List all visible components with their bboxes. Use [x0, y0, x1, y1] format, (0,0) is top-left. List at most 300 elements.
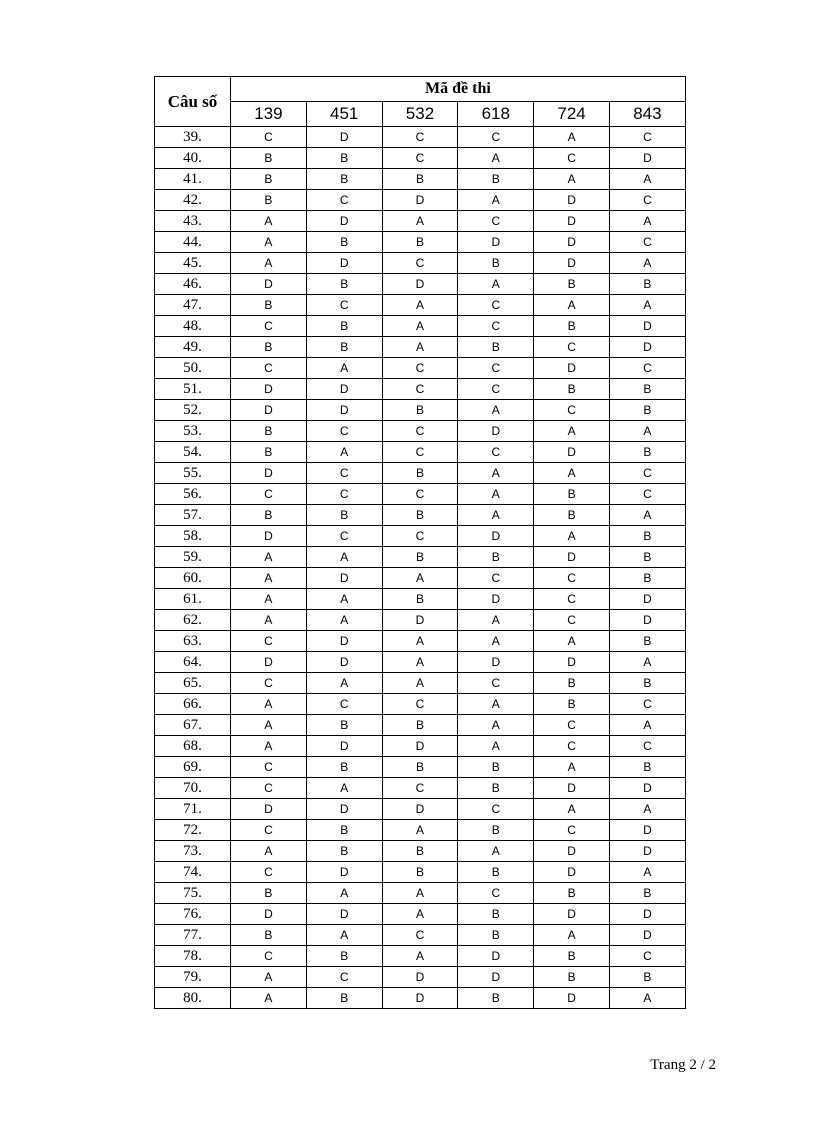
table-row	[155, 547, 686, 568]
answer-cell: C	[609, 946, 685, 967]
answer-cell: D	[306, 211, 382, 232]
exam-code-3: 532	[382, 102, 458, 127]
answer-cell: C	[609, 694, 685, 715]
answer-cell: B	[609, 274, 685, 295]
answer-cell: A	[231, 967, 307, 988]
answer-cell: B	[306, 841, 382, 862]
answer-cell: D	[306, 400, 382, 421]
answer-cell: C	[458, 442, 534, 463]
answer-cell: A	[609, 211, 685, 232]
answer-cell: A	[382, 316, 458, 337]
answer-cell: B	[458, 169, 534, 190]
answer-cell: B	[609, 379, 685, 400]
table-row	[155, 232, 686, 253]
question-number: 41.	[155, 169, 231, 190]
answer-cell: C	[609, 190, 685, 211]
answer-cell: C	[382, 358, 458, 379]
answer-cell: A	[534, 421, 610, 442]
answer-cell: D	[534, 652, 610, 673]
question-number: 54.	[155, 442, 231, 463]
answer-cell: B	[382, 862, 458, 883]
table-row	[155, 757, 686, 778]
table-row	[155, 736, 686, 757]
table-row	[155, 211, 686, 232]
answer-cell: A	[382, 883, 458, 904]
answer-cell: D	[306, 862, 382, 883]
answer-cell: B	[534, 883, 610, 904]
table-row	[155, 862, 686, 883]
answer-cell: B	[231, 148, 307, 169]
answer-cell: D	[609, 904, 685, 925]
question-number: 61.	[155, 589, 231, 610]
answer-cell: B	[609, 526, 685, 547]
answer-cell: B	[231, 505, 307, 526]
answer-cell: D	[534, 904, 610, 925]
answer-cell: A	[458, 736, 534, 757]
answer-cell: B	[306, 316, 382, 337]
answer-cell: B	[609, 442, 685, 463]
answer-cell: C	[609, 463, 685, 484]
answer-cell: D	[382, 274, 458, 295]
answer-cell: A	[231, 568, 307, 589]
question-number: 74.	[155, 862, 231, 883]
answer-cell: B	[534, 505, 610, 526]
answer-cell: B	[458, 925, 534, 946]
question-number: 65.	[155, 673, 231, 694]
answer-cell: C	[231, 862, 307, 883]
answer-cell: B	[534, 673, 610, 694]
table-row	[155, 484, 686, 505]
answer-cell: B	[382, 589, 458, 610]
answer-cell: B	[382, 232, 458, 253]
table-row	[155, 190, 686, 211]
answer-cell: D	[609, 316, 685, 337]
answer-cell: B	[609, 547, 685, 568]
answer-cell: B	[306, 337, 382, 358]
table-row	[155, 925, 686, 946]
answer-cell: C	[231, 127, 307, 148]
question-number: 42.	[155, 190, 231, 211]
table-row	[155, 379, 686, 400]
answer-cell: B	[306, 274, 382, 295]
answer-cell: A	[534, 757, 610, 778]
table-row	[155, 505, 686, 526]
exam-code-5: 724	[534, 102, 610, 127]
answer-cell: D	[609, 610, 685, 631]
answer-cell: B	[306, 946, 382, 967]
question-number: 76.	[155, 904, 231, 925]
answer-cell: A	[609, 505, 685, 526]
answer-cell: D	[231, 652, 307, 673]
answer-cell: A	[609, 715, 685, 736]
answer-cell: B	[231, 295, 307, 316]
answer-cell: C	[609, 127, 685, 148]
answer-cell: A	[382, 673, 458, 694]
question-number: 78.	[155, 946, 231, 967]
answer-cell: B	[306, 715, 382, 736]
answer-cell: D	[534, 862, 610, 883]
question-number: 49.	[155, 337, 231, 358]
answer-cell: A	[609, 295, 685, 316]
answer-cell: D	[306, 127, 382, 148]
answer-cell: A	[458, 841, 534, 862]
table-row	[155, 967, 686, 988]
question-number: 57.	[155, 505, 231, 526]
answer-cell: D	[609, 925, 685, 946]
question-number: 68.	[155, 736, 231, 757]
table-row	[155, 253, 686, 274]
question-number: 53.	[155, 421, 231, 442]
answer-cell: D	[534, 988, 610, 1009]
answer-cell: A	[382, 631, 458, 652]
answer-cell: B	[609, 757, 685, 778]
answer-cell: A	[231, 211, 307, 232]
answer-cell: A	[458, 148, 534, 169]
answer-cell: D	[609, 589, 685, 610]
answer-cell: D	[458, 232, 534, 253]
question-number: 44.	[155, 232, 231, 253]
table-row	[155, 799, 686, 820]
answer-cell: B	[306, 820, 382, 841]
answer-cell: A	[534, 463, 610, 484]
answer-cell: D	[231, 799, 307, 820]
answer-cell: D	[231, 400, 307, 421]
question-number: 73.	[155, 841, 231, 862]
answer-cell: C	[306, 526, 382, 547]
answer-cell: A	[231, 610, 307, 631]
answer-cell: C	[306, 694, 382, 715]
answer-cell: B	[458, 778, 534, 799]
table-row	[155, 442, 686, 463]
answer-cell: D	[306, 736, 382, 757]
answer-cell: C	[458, 316, 534, 337]
answer-cell: D	[458, 589, 534, 610]
answer-cell: C	[458, 127, 534, 148]
answer-cell: C	[306, 463, 382, 484]
answer-cell: B	[306, 505, 382, 526]
answer-cell: B	[534, 946, 610, 967]
answer-cell: D	[609, 841, 685, 862]
answer-cell: C	[534, 610, 610, 631]
answer-cell: B	[609, 400, 685, 421]
question-number: 67.	[155, 715, 231, 736]
exam-code-6: 843	[609, 102, 685, 127]
answer-cell: C	[306, 484, 382, 505]
table-row	[155, 988, 686, 1009]
answer-cell: A	[458, 631, 534, 652]
answer-cell: C	[231, 946, 307, 967]
table-row	[155, 673, 686, 694]
question-number-header: Câu số	[155, 77, 231, 127]
answer-cell: C	[609, 736, 685, 757]
question-number: 46.	[155, 274, 231, 295]
answer-cell: A	[534, 631, 610, 652]
exam-code-2: 451	[306, 102, 382, 127]
answer-cell: A	[231, 736, 307, 757]
table-row	[155, 631, 686, 652]
answer-cell: B	[382, 757, 458, 778]
answer-cell: C	[382, 442, 458, 463]
answer-cell: B	[458, 988, 534, 1009]
answer-cell: A	[231, 253, 307, 274]
answer-cell: A	[534, 127, 610, 148]
answer-cell: A	[382, 337, 458, 358]
answer-cell: A	[382, 295, 458, 316]
page-number: Trang 2 / 2	[650, 1057, 716, 1073]
question-number: 75.	[155, 883, 231, 904]
answer-cell: D	[306, 904, 382, 925]
answer-cell: D	[306, 253, 382, 274]
answer-cell: D	[458, 526, 534, 547]
table-row	[155, 526, 686, 547]
answer-cell: D	[382, 190, 458, 211]
answer-cell: D	[306, 799, 382, 820]
answer-cell: A	[609, 169, 685, 190]
question-number: 71.	[155, 799, 231, 820]
answer-cell: B	[534, 274, 610, 295]
answer-cell: C	[534, 148, 610, 169]
table-row	[155, 316, 686, 337]
answer-cell: B	[231, 442, 307, 463]
answer-cell: A	[382, 820, 458, 841]
answer-cell: A	[231, 694, 307, 715]
exam-code-1: 139	[231, 102, 307, 127]
answer-cell: C	[458, 673, 534, 694]
answer-cell: B	[306, 232, 382, 253]
answer-cell: D	[306, 631, 382, 652]
answer-cell: B	[458, 862, 534, 883]
answer-cell: A	[306, 925, 382, 946]
question-number: 69.	[155, 757, 231, 778]
question-number: 47.	[155, 295, 231, 316]
question-number: 52.	[155, 400, 231, 421]
answer-cell: B	[534, 694, 610, 715]
table-row	[155, 127, 686, 148]
answer-cell: A	[382, 568, 458, 589]
answer-cell: B	[306, 169, 382, 190]
answer-cell: D	[534, 232, 610, 253]
answer-cell: B	[458, 253, 534, 274]
answer-cell: A	[534, 799, 610, 820]
answer-cell: A	[231, 715, 307, 736]
answer-cell: D	[382, 736, 458, 757]
answer-cell: D	[534, 211, 610, 232]
answer-cell: A	[609, 988, 685, 1009]
table-row	[155, 652, 686, 673]
table-row	[155, 295, 686, 316]
answer-cell: D	[231, 904, 307, 925]
answer-cell: A	[231, 988, 307, 1009]
question-number: 70.	[155, 778, 231, 799]
answer-cell: A	[306, 673, 382, 694]
table-row	[155, 715, 686, 736]
table-row	[155, 337, 686, 358]
answer-cell: A	[231, 547, 307, 568]
answer-cell: C	[458, 295, 534, 316]
answer-cell: C	[458, 799, 534, 820]
question-number: 80.	[155, 988, 231, 1009]
answer-cell: C	[382, 379, 458, 400]
table-row	[155, 463, 686, 484]
question-number: 45.	[155, 253, 231, 274]
answer-cell: B	[609, 883, 685, 904]
question-number: 55.	[155, 463, 231, 484]
answer-key-table	[154, 76, 686, 1009]
table-row	[155, 169, 686, 190]
answer-cell: B	[382, 400, 458, 421]
answer-cell: D	[458, 946, 534, 967]
table-row	[155, 400, 686, 421]
answer-cell: B	[382, 463, 458, 484]
answer-cell: B	[382, 547, 458, 568]
answer-cell: C	[534, 589, 610, 610]
table-row	[155, 694, 686, 715]
answer-cell: D	[534, 547, 610, 568]
table-row	[155, 946, 686, 967]
answer-cell: C	[609, 358, 685, 379]
answer-cell: A	[609, 862, 685, 883]
question-number: 40.	[155, 148, 231, 169]
answer-cell: B	[306, 148, 382, 169]
answer-cell: B	[231, 883, 307, 904]
answer-cell: C	[231, 484, 307, 505]
answer-cell: C	[458, 211, 534, 232]
answer-cell: B	[609, 967, 685, 988]
answer-cell: A	[609, 421, 685, 442]
answer-cell: B	[534, 967, 610, 988]
exam-code-4: 618	[458, 102, 534, 127]
answer-cell: B	[534, 316, 610, 337]
answer-cell: A	[609, 652, 685, 673]
answer-cell: C	[382, 778, 458, 799]
answer-cell: C	[231, 673, 307, 694]
answer-cell: C	[382, 421, 458, 442]
answer-cell: C	[382, 127, 458, 148]
answer-cell: D	[534, 841, 610, 862]
answer-cell: A	[609, 253, 685, 274]
answer-cell: C	[382, 253, 458, 274]
answer-cell: B	[382, 505, 458, 526]
answer-cell: B	[458, 904, 534, 925]
answer-cell: A	[534, 169, 610, 190]
answer-cell: D	[231, 463, 307, 484]
header-row-top	[155, 77, 686, 102]
answer-cell: A	[231, 232, 307, 253]
answer-cell: D	[306, 652, 382, 673]
answer-cell: D	[609, 820, 685, 841]
answer-cell: B	[609, 631, 685, 652]
answer-cell: D	[458, 421, 534, 442]
answer-cell: B	[231, 337, 307, 358]
answer-cell: C	[231, 316, 307, 337]
answer-cell: A	[306, 883, 382, 904]
answer-cell: D	[306, 379, 382, 400]
answer-cell: B	[382, 169, 458, 190]
answer-cell: B	[382, 715, 458, 736]
answer-cell: B	[231, 421, 307, 442]
answer-cell: C	[609, 232, 685, 253]
answer-cell: B	[458, 337, 534, 358]
answer-cell: C	[534, 568, 610, 589]
answer-cell: A	[306, 778, 382, 799]
question-number: 77.	[155, 925, 231, 946]
answer-cell: C	[231, 358, 307, 379]
question-number: 58.	[155, 526, 231, 547]
answer-cell: D	[534, 778, 610, 799]
answer-cell: C	[306, 967, 382, 988]
question-number: 48.	[155, 316, 231, 337]
answer-cell: C	[534, 400, 610, 421]
answer-rows	[155, 127, 686, 1009]
answer-cell: A	[534, 925, 610, 946]
answer-cell: A	[306, 547, 382, 568]
answer-cell: A	[458, 400, 534, 421]
answer-cell: C	[534, 715, 610, 736]
answer-cell: C	[458, 883, 534, 904]
answer-cell: C	[382, 148, 458, 169]
answer-cell: C	[231, 820, 307, 841]
answer-cell: D	[534, 442, 610, 463]
answer-cell: D	[458, 652, 534, 673]
answer-cell: A	[382, 946, 458, 967]
answer-cell: A	[458, 505, 534, 526]
question-number: 66.	[155, 694, 231, 715]
answer-cell: C	[382, 526, 458, 547]
table-row	[155, 820, 686, 841]
answer-cell: C	[306, 421, 382, 442]
answer-cell: A	[458, 715, 534, 736]
answer-cell: A	[306, 358, 382, 379]
exam-codes-row	[155, 102, 686, 127]
answer-cell: B	[534, 484, 610, 505]
question-number: 59.	[155, 547, 231, 568]
answer-cell: A	[458, 484, 534, 505]
table-row	[155, 589, 686, 610]
question-number: 62.	[155, 610, 231, 631]
question-number: 43.	[155, 211, 231, 232]
table-row	[155, 610, 686, 631]
answer-cell: D	[609, 148, 685, 169]
table-row	[155, 274, 686, 295]
answer-cell: C	[306, 190, 382, 211]
answer-cell: A	[231, 841, 307, 862]
answer-cell: C	[306, 295, 382, 316]
answer-cell: B	[382, 841, 458, 862]
answer-cell: B	[306, 757, 382, 778]
table-row	[155, 421, 686, 442]
answer-cell: D	[534, 253, 610, 274]
table-row	[155, 148, 686, 169]
answer-cell: C	[458, 358, 534, 379]
answer-cell: A	[306, 442, 382, 463]
answer-cell: D	[231, 274, 307, 295]
answer-cell: D	[231, 526, 307, 547]
answer-cell: B	[458, 547, 534, 568]
table-row	[155, 883, 686, 904]
answer-cell: D	[534, 358, 610, 379]
answer-cell: A	[458, 694, 534, 715]
answer-cell: B	[231, 169, 307, 190]
question-number: 51.	[155, 379, 231, 400]
answer-cell: A	[231, 589, 307, 610]
answer-cell: C	[534, 337, 610, 358]
answer-cell: B	[534, 379, 610, 400]
answer-cell: C	[534, 736, 610, 757]
question-number: 63.	[155, 631, 231, 652]
table-row	[155, 904, 686, 925]
answer-cell: D	[609, 337, 685, 358]
answer-cell: C	[231, 757, 307, 778]
